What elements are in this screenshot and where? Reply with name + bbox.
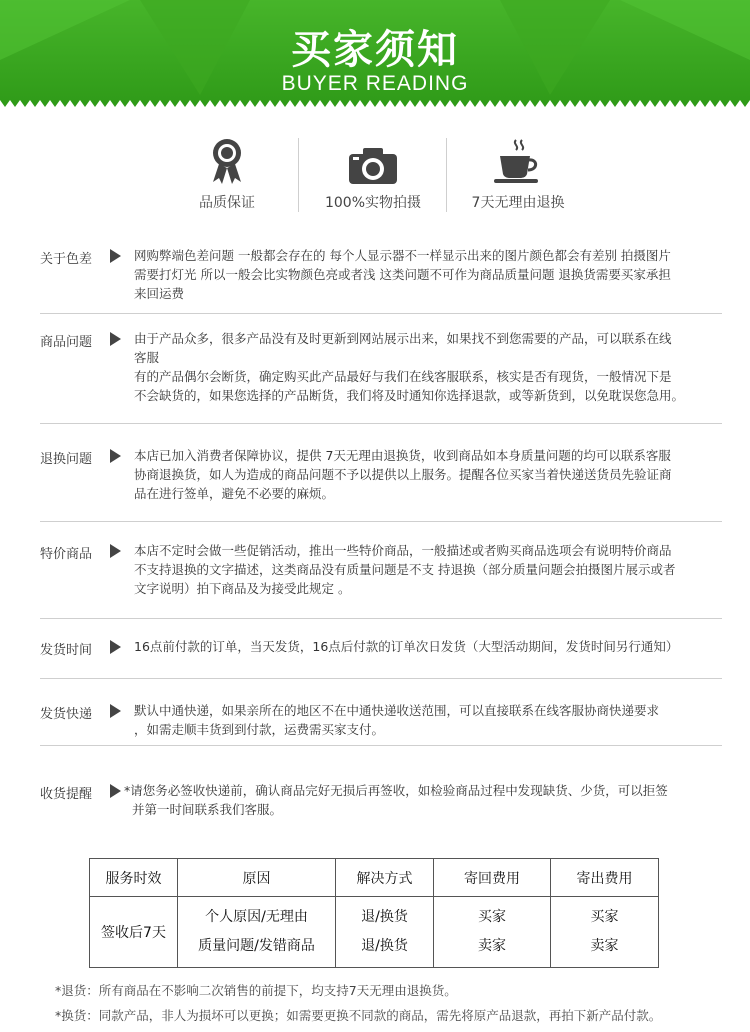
play-arrow-icon <box>110 784 121 798</box>
table-header: 解决方式 <box>336 859 434 897</box>
section-label: 特价商品 <box>40 547 93 562</box>
section-body <box>134 541 724 598</box>
feature-label: 100%实物拍摄 <box>324 195 422 211</box>
footnote: *退货：所有商品在不影响二次销售的前提下，均支持7天无理由退换货。 <box>55 983 457 998</box>
feature-return <box>443 136 593 212</box>
section-shipping-time <box>40 619 722 679</box>
footnote: *换货：同款产品，非人为损坏可以更换；如需要更换不同款的商品，需先将原产品退款，再拍下新产品付款。 <box>55 1008 662 1023</box>
play-arrow-icon <box>110 704 121 718</box>
table-header: 原因 <box>178 859 336 897</box>
section-label: 收货提醒 <box>40 787 93 802</box>
feature-quality <box>152 136 302 212</box>
section-line: 协商退换货，如人为造成的商品问题不予以提供以上服务。提醒各位买家当着快递送货员先验证商 <box>134 467 672 482</box>
section-line: 默认中通快递，如果亲所在的地区不在中通快递收送范围，可以直接联系在线客服协商快递要求 <box>134 703 660 718</box>
section-line: 本店已加入消费者保障协议，提供 7天无理由退换货，收到商品如本身质量问题的均可以联系客服 <box>134 448 671 463</box>
cell-line: 买家 <box>590 909 619 925</box>
service-table <box>89 858 659 968</box>
section-courier <box>40 679 722 746</box>
cell-line: 退/换货 <box>361 938 408 954</box>
table-cell <box>336 897 434 968</box>
section-line: 品在进行签单，避免不必要的麻烦。 <box>134 486 335 501</box>
table-cell: 签收后7天 <box>90 897 178 968</box>
cell-line: 卖家 <box>478 938 506 954</box>
cell-line: 个人原因/无理由 <box>205 909 308 925</box>
section-label: 发货快递 <box>40 707 93 722</box>
cell-line: 卖家 <box>590 938 619 954</box>
section-body <box>124 781 714 819</box>
section-label: 商品问题 <box>40 335 93 350</box>
section-receipt-reminder <box>40 746 722 816</box>
feature-label: 品质保证 <box>199 195 255 211</box>
camera-icon <box>349 148 397 184</box>
play-arrow-icon <box>110 249 121 263</box>
section-line: 来回运费 <box>134 286 185 301</box>
section-body <box>134 446 724 503</box>
section-line: 并第一时间联系我们客服。 <box>132 802 283 817</box>
play-arrow-icon <box>110 544 121 558</box>
banner-title: 买家须知 <box>291 27 459 73</box>
section-line: 由于产品众多，很多产品没有及时更新到网站展示出来，如果找不到您需要的产品，可以联系在线 <box>134 331 672 346</box>
section-label: 发货时间 <box>40 643 93 658</box>
section-line: ，如需走顺丰货到到付款，运费需买家支付。 <box>134 722 385 737</box>
section-body <box>134 329 724 405</box>
cell-line: 买家 <box>478 909 506 925</box>
section-body <box>134 246 724 303</box>
coffee-cup-icon <box>494 138 542 184</box>
section-line: 本店不定时会做一些促销活动，推出一些特价商品，一般描述或者购买商品选项会有说明特价商品 <box>134 543 672 558</box>
section-returns <box>40 424 722 522</box>
banner-subtitle: BUYER READING <box>281 72 469 95</box>
ribbon-award-icon <box>210 138 244 184</box>
table-cell <box>551 897 659 968</box>
section-label: 关于色差 <box>40 252 93 267</box>
section-line: 需要打灯光 所以一般会比实物颜色亮或者浅 这类问题不可作为商品质量问题 退换货需要买家承担 <box>134 267 671 282</box>
feature-label: 7天无理由退换 <box>471 195 565 211</box>
footnotes <box>55 978 661 1028</box>
table-cell <box>434 897 551 968</box>
section-line: 文字说明）拍下商品及为接受此规定 。 <box>134 581 351 596</box>
table-header: 服务时效 <box>90 859 178 897</box>
section-body <box>134 701 724 739</box>
section-line: 不会缺货的，如果您选择的产品断货，我们将及时通知你选择退款，或等新货到，以免耽误您急用。 <box>134 388 685 403</box>
header-banner <box>0 0 750 108</box>
section-special-price <box>40 522 722 619</box>
feature-photo <box>298 136 448 212</box>
table-cell <box>178 897 336 968</box>
section-line: *请您务必签收快递前，确认商品完好无损后再签收，如检验商品过程中发现缺货、少货，可以拒签 <box>124 783 668 798</box>
section-line: 网购弊端色差问题 一般都会存在的 每个人显示器不一样显示出来的图片颜色都会有差别 拍摄图片 <box>134 248 671 263</box>
section-body <box>134 637 724 656</box>
section-product-issues <box>40 314 722 424</box>
cell-line: 质量问题/发错商品 <box>198 938 315 954</box>
play-arrow-icon <box>110 332 121 346</box>
table-row <box>90 897 659 968</box>
section-line: 不支持退换的文字描述，这类商品没有质量问题是不支 持退换（部分质量问题会拍摄图片展示或者 <box>134 562 676 577</box>
section-color-difference <box>40 236 722 314</box>
cell-line: 退/换货 <box>361 909 408 925</box>
table-header: 寄回费用 <box>434 859 551 897</box>
feature-row <box>0 136 750 216</box>
section-line: 有的产品偶尔会断货，确定购买此产品最好与我们在线客服联系，核实是否有现货，一般情况下是 <box>134 369 672 384</box>
section-line: 客服 <box>134 350 160 365</box>
section-line: 16点前付款的订单，当天发货，16点后付款的订单次日发货（大型活动期间，发货时间另行通知） <box>134 639 679 654</box>
play-arrow-icon <box>110 640 121 654</box>
table-header: 寄出费用 <box>551 859 659 897</box>
table-header-row <box>90 859 659 897</box>
play-arrow-icon <box>110 449 121 463</box>
section-label: 退换问题 <box>40 452 93 467</box>
notice-sections <box>40 236 722 816</box>
